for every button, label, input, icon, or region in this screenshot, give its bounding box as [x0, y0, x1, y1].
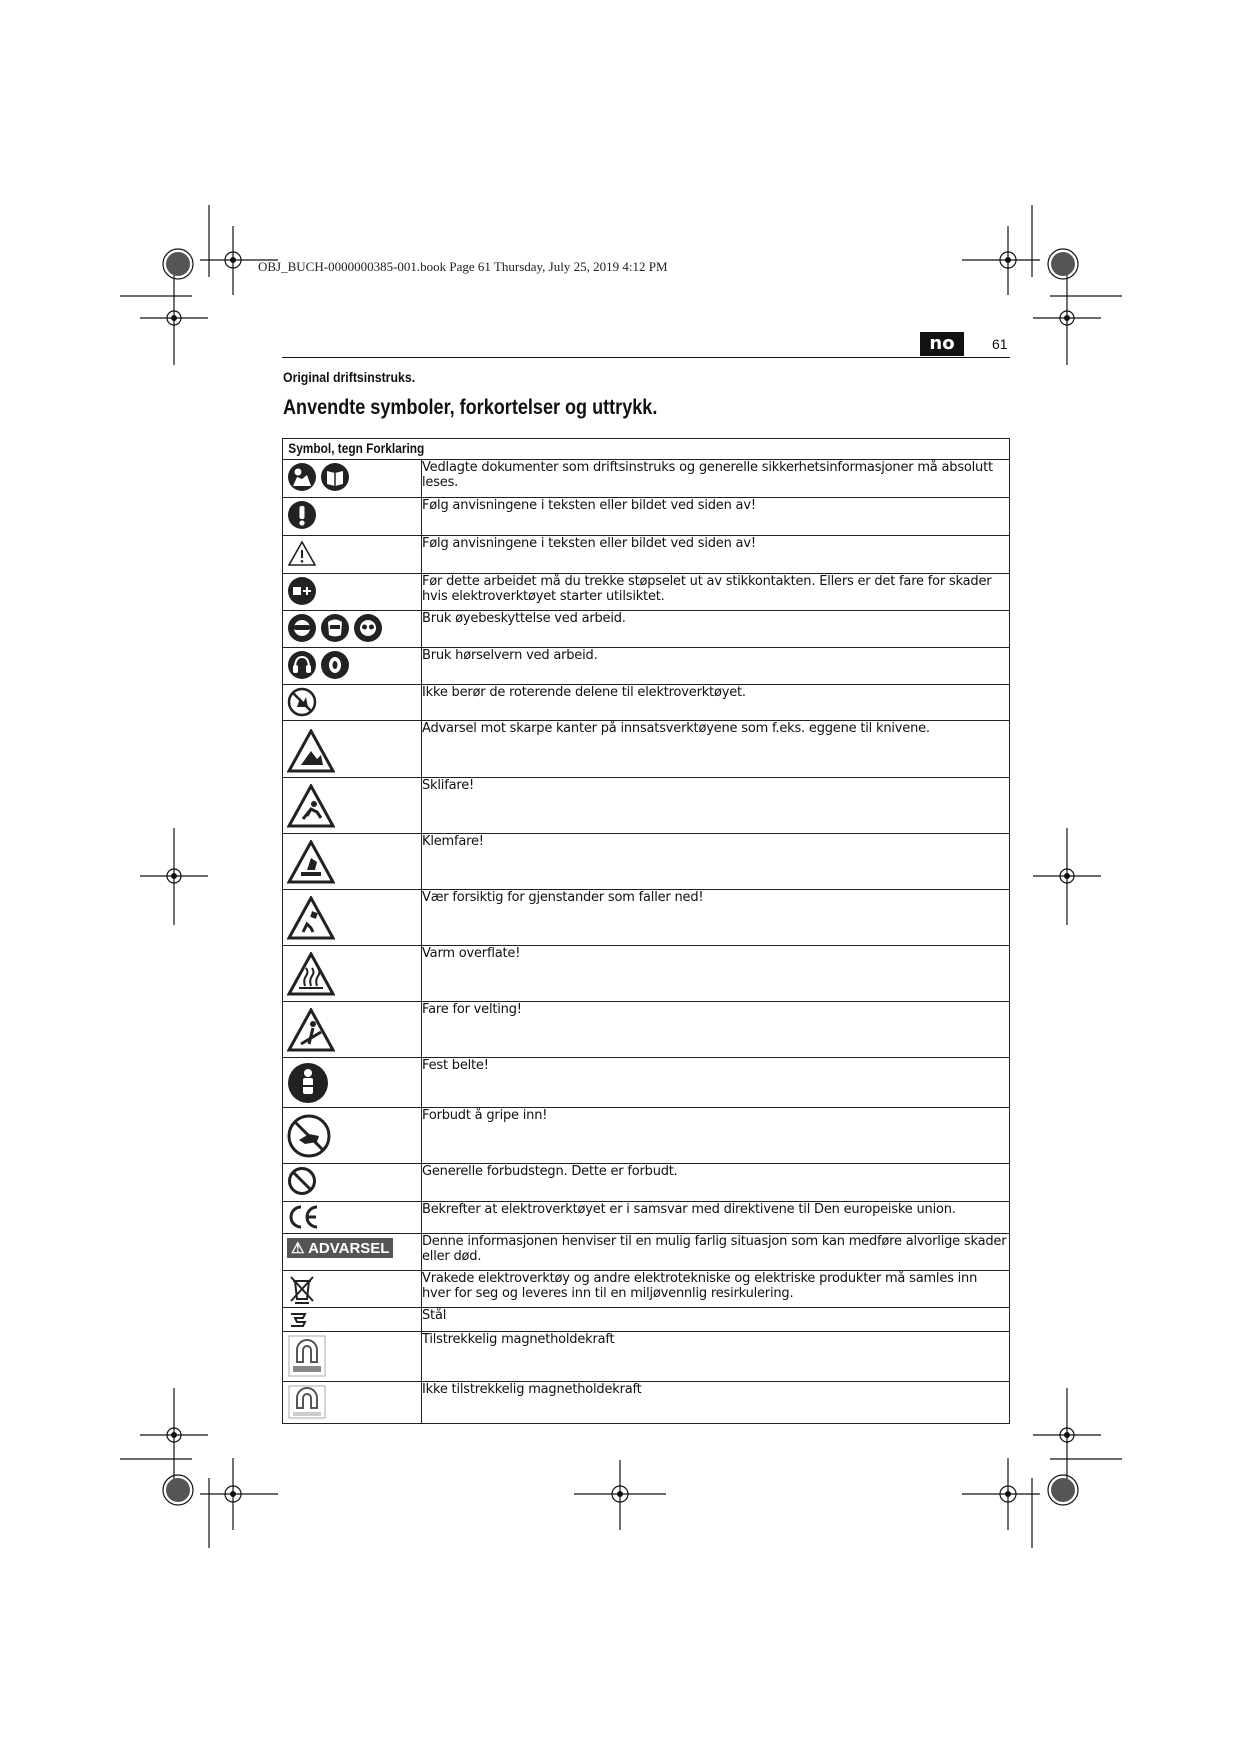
row-text: Vær forsiktig for gjenstander som faller ned!: [422, 890, 1010, 946]
no-touch-rotating-icon: [287, 687, 317, 717]
row-text: Klemfare!: [422, 834, 1010, 890]
warning-triangle-icon: [287, 538, 317, 568]
table-row: [283, 778, 1010, 834]
table-row: [283, 1202, 1010, 1234]
ce-mark-icon: [287, 1204, 321, 1230]
table-row: [283, 946, 1010, 1002]
unplug-icon: [287, 576, 317, 606]
row-text: Sklifare!: [422, 778, 1010, 834]
row-text: Ikke tilstrekkelig magnetholdekraft: [422, 1382, 1010, 1424]
prohibition-icon: [287, 1166, 317, 1196]
row-text: Generelle forbudstegn. Dette er forbudt.: [422, 1164, 1010, 1202]
table-row: [283, 685, 1010, 721]
no-reaching-in-icon: [287, 1114, 331, 1158]
section-subtitle: Original driftsinstruks.: [283, 369, 416, 385]
row-text: Følg anvisningene i teksten eller bildet ved siden av!: [422, 498, 1010, 536]
table-row: [283, 648, 1010, 685]
eye-protection-icon: [287, 613, 317, 643]
row-text: Forbudt å gripe inn!: [422, 1108, 1010, 1164]
table-row: [283, 1332, 1010, 1382]
table-row: [283, 834, 1010, 890]
falling-objects-warning-icon: [287, 896, 335, 940]
tipping-warning-icon: [287, 1008, 335, 1052]
slip-warning-icon: [287, 784, 335, 828]
table-header: Symbol, tegn Forklaring: [283, 439, 1010, 460]
fasten-belt-icon: [287, 1062, 329, 1104]
table-row: [283, 890, 1010, 946]
table-row: [283, 460, 1010, 498]
table-row: [283, 1234, 1010, 1271]
page-number: 61: [992, 336, 1008, 352]
manual-book-icon: [320, 462, 350, 492]
print-info-line: OBJ_BUCH-0000000385-001.book Page 61 Thursday, July 25, 2019 4:12 PM: [258, 259, 668, 274]
magnet-sufficient-icon: [287, 1334, 327, 1378]
row-text: Før dette arbeidet må du trekke støpselet ut av stikkontakten. Ellers er det fare for skader hvis elektroverktøyet starter utilsiktet.: [422, 574, 1010, 611]
row-text: Stål: [422, 1308, 1010, 1332]
row-text: Bruk hørselvern ved arbeid.: [422, 648, 1010, 685]
crush-warning-icon: [287, 840, 335, 884]
exclamation-icon: [287, 500, 317, 530]
advarsel-label: ⚠ ADVARSEL: [287, 1238, 393, 1258]
row-text: Vedlagte dokumenter som driftsinstruks og generelle sikkerhetsinformasjoner må absolutt leses.: [422, 460, 1010, 498]
table-row: [283, 611, 1010, 648]
steel-icon: [287, 1310, 311, 1330]
table-header-row: [283, 439, 1010, 460]
table-row: [283, 498, 1010, 536]
table-row: [283, 721, 1010, 778]
row-text: Fest belte!: [422, 1058, 1010, 1108]
ear-muffs-icon: [320, 650, 350, 680]
table-row: [283, 1271, 1010, 1308]
hot-surface-warning-icon: [287, 952, 335, 996]
ear-protection-icon: [287, 650, 317, 680]
read-manual-icon: [287, 462, 317, 492]
table-row: [283, 1382, 1010, 1424]
row-text: Vrakede elektroverktøy og andre elektrotekniske og elektriske produkter må samles inn hver for seg og leveres inn til en miljøvennlig resirkulering.: [422, 1271, 1010, 1308]
table-row: [283, 1058, 1010, 1108]
table-row: [283, 1164, 1010, 1202]
goggles-icon: [353, 613, 383, 643]
row-text: Følg anvisningene i teksten eller bildet ved siden av!: [422, 536, 1010, 574]
table-row: [283, 1002, 1010, 1058]
sharp-edges-warning-icon: [287, 729, 335, 773]
row-text: Varm overflate!: [422, 946, 1010, 1002]
row-text: Tilstrekkelig magnetholdekraft: [422, 1332, 1010, 1382]
weee-bin-icon: [287, 1273, 317, 1305]
table-row: [283, 1308, 1010, 1332]
page-title: Anvendte symboler, forkortelser og uttrykk.: [283, 396, 658, 419]
row-text: Fare for velting!: [422, 1002, 1010, 1058]
table-row: [283, 1108, 1010, 1164]
header-rule: [282, 357, 1010, 358]
table-row: [283, 574, 1010, 611]
row-text: Bekrefter at elektroverktøyet er i samsvar med direktivene til Den europeiske union.: [422, 1202, 1010, 1234]
language-badge: no: [920, 332, 964, 356]
row-text: Denne informasjonen henviser til en mulig farlig situasjon som kan medføre alvorlige skader eller død.: [422, 1234, 1010, 1271]
face-shield-icon: [320, 613, 350, 643]
table-row: [283, 536, 1010, 574]
row-text: Bruk øyebeskyttelse ved arbeid.: [422, 611, 1010, 648]
magnet-insufficient-icon: [287, 1384, 327, 1420]
row-text: Ikke berør de roterende delene til elektroverktøyet.: [422, 685, 1010, 721]
symbol-table: [282, 438, 1010, 1424]
row-text: Advarsel mot skarpe kanter på innsatsverktøyene som f.eks. eggene til knivene.: [422, 721, 1010, 778]
